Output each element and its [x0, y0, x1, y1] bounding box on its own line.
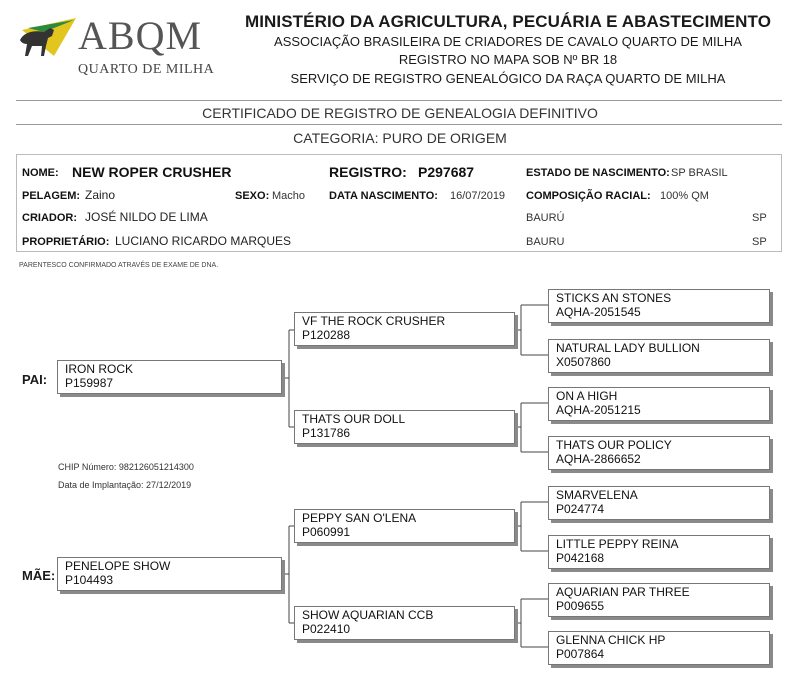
ancestor-name: AQUARIAN PAR THREE — [556, 585, 690, 599]
dna-note: PARENTESCO CONFIRMADO ATRAVÉS DE EXAME DE DNA. — [19, 262, 219, 269]
sexo-label: SEXO: — [235, 190, 270, 202]
ancestor-name: VF THE ROCK CRUSHER — [302, 314, 446, 328]
pedigree-box-gen3-3 — [548, 387, 770, 421]
ancestor-reg: AQHA-2051545 — [556, 305, 641, 319]
ancestor-name: THATS OUR DOLL — [302, 412, 406, 426]
ancestor-reg: P060991 — [302, 525, 351, 539]
dam-reg: P104493 — [65, 573, 114, 587]
ancestor-reg: AQHA-2051215 — [556, 403, 641, 417]
sire-name: IRON ROCK — [65, 362, 134, 376]
logo-name: ABQM — [78, 13, 203, 58]
registro-label: REGISTRO: — [329, 164, 407, 180]
ancestor-reg: P007864 — [556, 647, 605, 661]
pedigree-box-gen3-1 — [548, 289, 770, 323]
logo-subtitle: QUARTO DE MILHA — [78, 62, 215, 77]
pai-label: PAI: — [22, 372, 48, 387]
estado-value: SP BRASIL — [671, 167, 728, 179]
ancestor-reg: P022410 — [302, 622, 351, 636]
ancestor-reg: P042168 — [556, 551, 605, 565]
sexo-value: Macho — [272, 190, 306, 202]
mapa-registration: REGISTRO NO MAPA SOB Nº BR 18 — [398, 52, 618, 67]
criador-label: CRIADOR: — [22, 212, 77, 224]
criador-uf: SP — [752, 212, 767, 224]
ancestor-name: THATS OUR POLICY — [556, 438, 672, 452]
registro-value: P297687 — [418, 164, 475, 180]
pedigree-box-gen3-8 — [548, 631, 770, 665]
horse-name: NEW ROPER CRUSHER — [72, 164, 232, 180]
pedigree-box-sire-dam — [294, 410, 515, 444]
proprietario-cidade: BAURU — [526, 236, 565, 248]
ancestor-name: STICKS AN STONES — [556, 291, 672, 305]
sire-box — [57, 360, 282, 394]
chip-number: CHIP Número: 982126051214300 — [58, 462, 194, 472]
mae-label: MÃE: — [22, 568, 56, 583]
composicao-label: COMPOSIÇÃO RACIAL: — [526, 190, 651, 202]
ancestor-reg: P120288 — [302, 328, 351, 342]
estado-label: ESTADO DE NASCIMENTO: — [526, 167, 670, 179]
nome-label: NOME: — [22, 167, 59, 179]
pedigree-box-gen3-2 — [548, 339, 770, 373]
ancestor-name: SMARVELENA — [556, 488, 638, 502]
ancestor-reg: P009655 — [556, 599, 605, 613]
pedigree-box-gen3-5 — [548, 486, 770, 520]
service-name: SERVIÇO DE REGISTRO GENEALÓGICO DA RAÇA QUARTO DE MILHA — [290, 71, 726, 86]
ancestor-reg: X0507860 — [556, 355, 611, 369]
criador-value: JOSÉ NILDO DE LIMA — [85, 210, 208, 224]
pelagem-label: PELAGEM: — [22, 190, 81, 202]
ancestor-name: LITTLE PEPPY REINA — [556, 537, 679, 551]
dam-name: PENELOPE SHOW — [65, 559, 171, 573]
ancestor-name: PEPPY SAN O'LENA — [302, 511, 417, 525]
ancestor-name: SHOW AQUARIAN CCB — [302, 608, 434, 622]
proprietario-label: PROPRIETÁRIO: — [22, 236, 110, 248]
pedigree-box-gen3-6 — [548, 535, 770, 569]
ancestor-name: NATURAL LADY BULLION — [556, 341, 700, 355]
chip-implant-date: Data de Implantação: 27/12/2019 — [58, 480, 192, 490]
pedigree-box-sire-sire — [294, 312, 515, 346]
pelagem-value: Zaino — [85, 188, 116, 202]
ancestor-reg: AQHA-2866652 — [556, 452, 641, 466]
criador-cidade: BAURÚ — [526, 212, 565, 224]
nascimento-value: 16/07/2019 — [450, 190, 506, 202]
ancestor-reg: P131786 — [302, 426, 351, 440]
dam-box — [57, 557, 282, 591]
ancestor-name: GLENNA CHICK HP — [556, 633, 666, 647]
pedigree-box-gen3-4 — [548, 436, 770, 470]
proprietario-uf: SP — [752, 236, 767, 248]
sire-reg: P159987 — [65, 376, 114, 390]
association-name: ASSOCIAÇÃO BRASILEIRA DE CRIADORES DE CAVALO QUARTO DE MILHA — [274, 34, 742, 49]
pedigree-box-dam-sire — [294, 509, 515, 543]
nascimento-label: DATA NASCIMENTO: — [329, 190, 438, 202]
composicao-value: 100% QM — [660, 190, 709, 202]
ancestor-name: ON A HIGH — [556, 389, 618, 403]
pedigree-box-dam-dam — [294, 606, 515, 640]
ministry-title: MINISTÉRIO DA AGRICULTURA, PECUÁRIA E ABASTECIMENTO — [244, 12, 772, 31]
ancestor-reg: P024774 — [556, 502, 605, 516]
certificate-title: CERTIFICADO DE REGISTRO DE GENEALOGIA DEFINITIVO — [202, 105, 598, 121]
proprietario-value: LUCIANO RICARDO MARQUES — [115, 234, 292, 248]
certificate-category: CATEGORIA: PURO DE ORIGEM — [293, 130, 507, 146]
pedigree-box-gen3-7 — [548, 583, 770, 617]
